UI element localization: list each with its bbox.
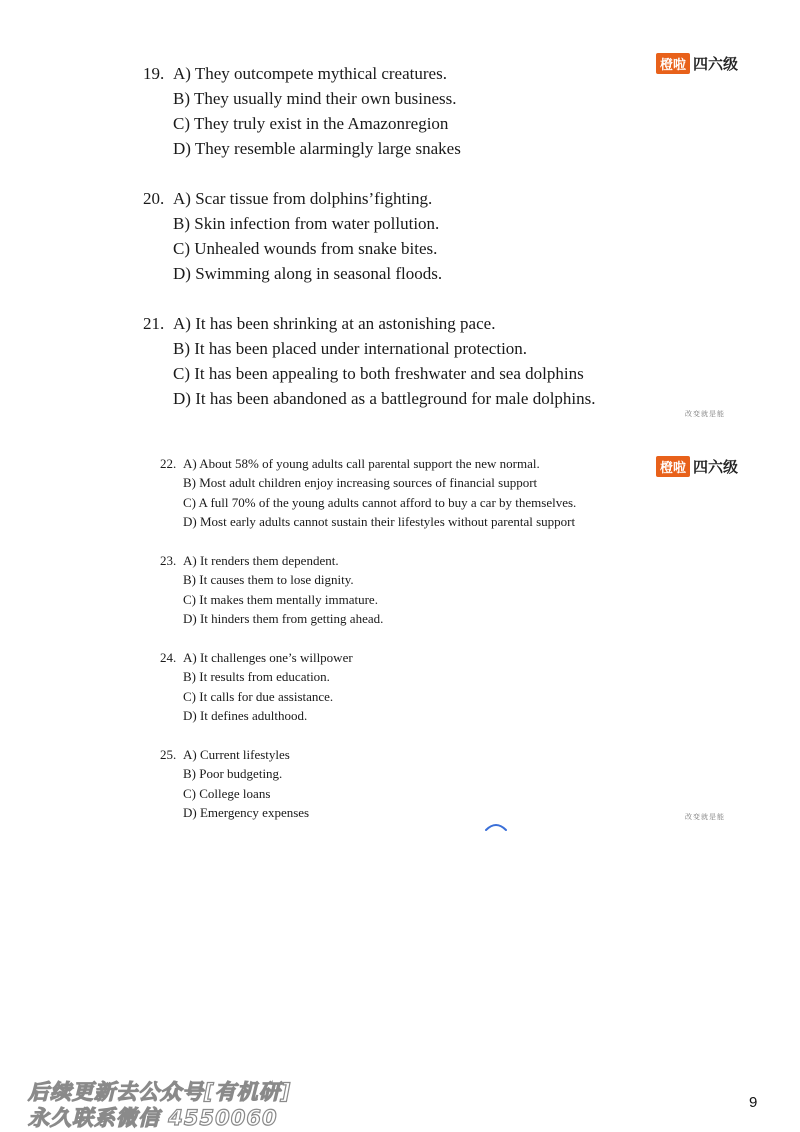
brand-level: 四六级 xyxy=(693,55,739,73)
option-d: D) It defines adulthood. xyxy=(183,708,308,724)
motto-text: 改变就是能 xyxy=(685,410,725,418)
option-a: A) It has been shrinking at an astonishing pace. xyxy=(173,314,496,333)
brand-tag: 橙啦 xyxy=(656,53,690,74)
question-21 xyxy=(143,311,596,411)
option-d: D) Most early adults cannot sustain their lifestyles without parental support xyxy=(183,514,576,530)
question-22 xyxy=(160,454,576,532)
option-c: C) A full 70% of the young adults cannot afford to buy a car by themselves. xyxy=(183,494,577,510)
option-a: A) Current lifestyles xyxy=(183,747,290,762)
option-b: B) Most adult children enjoy increasing sources of financial support xyxy=(183,475,538,491)
question-number: 19. xyxy=(143,64,165,83)
brand-tag: 橙啦 xyxy=(656,456,690,477)
watermark-line-2: 永久联系微信 4550060 xyxy=(28,1106,278,1130)
option-d: D) Swimming along in seasonal floods. xyxy=(173,264,443,283)
brand-level: 四六级 xyxy=(693,458,739,476)
option-b: B) They usually mind their own business. xyxy=(173,89,457,108)
option-b: B) Skin infection from water pollution. xyxy=(173,214,440,233)
question-25 xyxy=(160,745,309,823)
option-b: B) It has been placed under international protection. xyxy=(173,339,528,358)
motto-text: 改变就是能 xyxy=(685,813,725,821)
option-a: A) Scar tissue from dolphins’fighting. xyxy=(173,189,433,208)
option-d: D) It hinders them from getting ahead. xyxy=(183,611,384,627)
option-b: B) It results from education. xyxy=(183,669,330,685)
option-d: D) They resemble alarmingly large snakes xyxy=(173,139,461,158)
option-c: C) It calls for due assistance. xyxy=(183,688,334,704)
question-number: 24. xyxy=(160,650,177,665)
question-24 xyxy=(160,648,353,726)
option-c: C) They truly exist in the Amazonregion xyxy=(173,114,449,133)
question-number: 23. xyxy=(160,553,177,568)
option-c: C) It makes them mentally immature. xyxy=(183,591,378,607)
option-d: D) Emergency expenses xyxy=(183,805,310,821)
question-20 xyxy=(143,186,442,286)
watermark-line-1: 后续更新去公众号[有机研] xyxy=(28,1080,292,1104)
question-23 xyxy=(160,551,383,629)
brand-badge xyxy=(656,53,738,74)
page-number: 9 xyxy=(749,1094,758,1111)
option-c: C) College loans xyxy=(183,785,271,801)
question-number: 20. xyxy=(143,189,165,208)
question-19 xyxy=(143,61,461,161)
option-b: B) It causes them to lose dignity. xyxy=(183,572,354,588)
option-c: C) It has been appealing to both freshwater and sea dolphins xyxy=(173,364,584,383)
question-number: 25. xyxy=(160,747,177,762)
option-c: C) Unhealed wounds from snake bites. xyxy=(173,239,438,258)
loading-spinner-icon xyxy=(484,820,508,832)
option-d: D) It has been abandoned as a battleground for male dolphins. xyxy=(173,389,596,408)
question-number: 22. xyxy=(160,456,177,471)
option-a: A) About 58% of young adults call parental support the new normal. xyxy=(183,456,540,471)
option-a: A) It renders them dependent. xyxy=(183,553,339,568)
question-number: 21. xyxy=(143,314,165,333)
brand-badge xyxy=(656,456,738,477)
option-b: B) Poor budgeting. xyxy=(183,766,283,782)
option-a: A) They outcompete mythical creatures. xyxy=(173,64,447,83)
option-a: A) It challenges one’s willpower xyxy=(183,650,353,665)
